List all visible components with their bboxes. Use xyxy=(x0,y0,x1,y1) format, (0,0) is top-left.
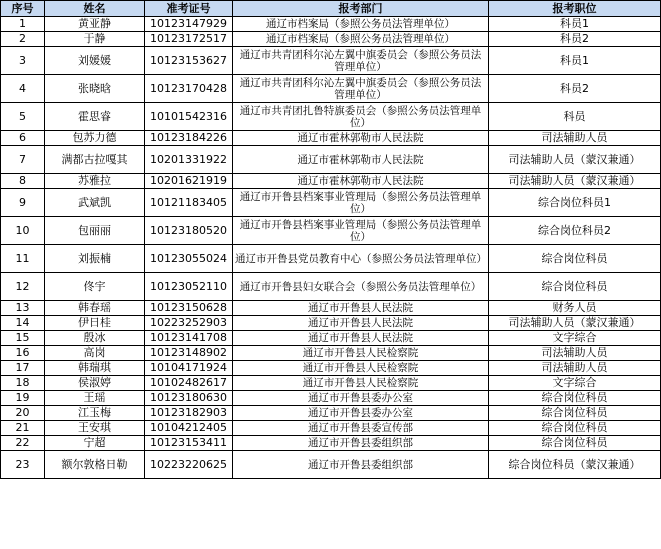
cell-department: 通辽市档案局（参照公务员法管理单位） xyxy=(233,17,489,32)
table-row xyxy=(1,421,661,436)
cell-position: 科员1 xyxy=(489,47,661,75)
table-row xyxy=(1,361,661,376)
cell-no: 21 xyxy=(1,421,45,436)
cell-exam-id: 10123150628 xyxy=(145,301,233,316)
cell-exam-id: 10123148902 xyxy=(145,346,233,361)
cell-name: 额尔敦格日勒 xyxy=(45,451,145,479)
cell-no: 7 xyxy=(1,146,45,174)
cell-no: 5 xyxy=(1,103,45,131)
cell-department: 通辽市开鲁县档案事业管理局（参照公务员法管理单位） xyxy=(233,189,489,217)
cell-no: 10 xyxy=(1,217,45,245)
cell-department: 通辽市共青团科尔沁左翼中旗委员会（参照公务员法管理单位） xyxy=(233,47,489,75)
cell-exam-id: 10123153627 xyxy=(145,47,233,75)
table-row xyxy=(1,331,661,346)
cell-name: 韩春瑶 xyxy=(45,301,145,316)
table-body xyxy=(1,17,661,479)
cell-no: 1 xyxy=(1,17,45,32)
cell-position: 综合岗位科员 xyxy=(489,391,661,406)
table-row xyxy=(1,146,661,174)
cell-department: 通辽市霍林郭勒市人民法院 xyxy=(233,174,489,189)
cell-name: 武斌凯 xyxy=(45,189,145,217)
cell-department: 通辽市开鲁县委办公室 xyxy=(233,406,489,421)
cell-no: 8 xyxy=(1,174,45,189)
cell-position: 综合岗位科员 xyxy=(489,245,661,273)
table-row xyxy=(1,245,661,273)
table-row xyxy=(1,273,661,301)
cell-name: 霍思睿 xyxy=(45,103,145,131)
table-row xyxy=(1,217,661,245)
cell-exam-id: 10123170428 xyxy=(145,75,233,103)
cell-exam-id: 10123141708 xyxy=(145,331,233,346)
cell-exam-id: 10104212405 xyxy=(145,421,233,436)
cell-no: 11 xyxy=(1,245,45,273)
cell-position: 财务人员 xyxy=(489,301,661,316)
table-row xyxy=(1,103,661,131)
cell-department: 通辽市开鲁县人民法院 xyxy=(233,301,489,316)
cell-department: 通辽市开鲁县人民法院 xyxy=(233,331,489,346)
cell-name: 王瑶 xyxy=(45,391,145,406)
cell-department: 通辽市霍林郭勒市人民法院 xyxy=(233,146,489,174)
cell-department: 通辽市开鲁县党员教育中心（参照公务员法管理单位） xyxy=(233,245,489,273)
cell-name: 王安琪 xyxy=(45,421,145,436)
cell-exam-id: 10223252903 xyxy=(145,316,233,331)
cell-position: 司法辅助人员（蒙汉兼通） xyxy=(489,316,661,331)
cell-name: 满都古拉嘎其 xyxy=(45,146,145,174)
cell-no: 19 xyxy=(1,391,45,406)
cell-department: 通辽市档案局（参照公务员法管理单位） xyxy=(233,32,489,47)
cell-exam-id: 10123052110 xyxy=(145,273,233,301)
cell-no: 15 xyxy=(1,331,45,346)
cell-name: 包苏力德 xyxy=(45,131,145,146)
cell-exam-id: 10123182903 xyxy=(145,406,233,421)
table-row xyxy=(1,47,661,75)
header-no: 序号 xyxy=(1,1,45,17)
cell-department: 通辽市共青团科尔沁左翼中旗委员会（参照公务员法管理单位） xyxy=(233,75,489,103)
header-position: 报考职位 xyxy=(489,1,661,17)
cell-position: 综合岗位科员（蒙汉兼通） xyxy=(489,451,661,479)
cell-name: 苏雅拉 xyxy=(45,174,145,189)
cell-exam-id: 10101542316 xyxy=(145,103,233,131)
cell-name: 黄亚静 xyxy=(45,17,145,32)
cell-department: 通辽市开鲁县委宣传部 xyxy=(233,421,489,436)
cell-name: 韩瑞琪 xyxy=(45,361,145,376)
cell-position: 科员1 xyxy=(489,17,661,32)
cell-department: 通辽市共青团扎鲁特旗委员会（参照公务员法管理单位） xyxy=(233,103,489,131)
cell-exam-id: 10123055024 xyxy=(145,245,233,273)
table-row xyxy=(1,32,661,47)
cell-exam-id: 10102482617 xyxy=(145,376,233,391)
cell-exam-id: 10123180630 xyxy=(145,391,233,406)
cell-exam-id: 10123184226 xyxy=(145,131,233,146)
cell-no: 2 xyxy=(1,32,45,47)
cell-no: 13 xyxy=(1,301,45,316)
cell-name: 刘媛媛 xyxy=(45,47,145,75)
cell-exam-id: 10123172517 xyxy=(145,32,233,47)
cell-no: 3 xyxy=(1,47,45,75)
cell-exam-id: 10223220625 xyxy=(145,451,233,479)
cell-no: 17 xyxy=(1,361,45,376)
cell-name: 包丽丽 xyxy=(45,217,145,245)
table-row xyxy=(1,131,661,146)
cell-no: 12 xyxy=(1,273,45,301)
table-row xyxy=(1,75,661,103)
cell-department: 通辽市开鲁县人民检察院 xyxy=(233,361,489,376)
cell-position: 综合岗位科员2 xyxy=(489,217,661,245)
cell-position: 文字综合 xyxy=(489,331,661,346)
table-row xyxy=(1,391,661,406)
cell-exam-id: 10123147929 xyxy=(145,17,233,32)
cell-no: 4 xyxy=(1,75,45,103)
cell-position: 综合岗位科员 xyxy=(489,406,661,421)
cell-name: 张晓晗 xyxy=(45,75,145,103)
cell-exam-id: 10123153411 xyxy=(145,436,233,451)
cell-position: 司法辅助人员 xyxy=(489,346,661,361)
cell-department: 通辽市开鲁县妇女联合会（参照公务员法管理单位） xyxy=(233,273,489,301)
cell-department: 通辽市开鲁县委组织部 xyxy=(233,451,489,479)
cell-no: 18 xyxy=(1,376,45,391)
cell-exam-id: 10123180520 xyxy=(145,217,233,245)
cell-department: 通辽市开鲁县人民检察院 xyxy=(233,376,489,391)
cell-no: 14 xyxy=(1,316,45,331)
cell-exam-id: 10201331922 xyxy=(145,146,233,174)
table-row xyxy=(1,301,661,316)
cell-position: 司法辅助人员 xyxy=(489,131,661,146)
cell-department: 通辽市霍林郭勒市人民法院 xyxy=(233,131,489,146)
cell-no: 9 xyxy=(1,189,45,217)
cell-exam-id: 10104171924 xyxy=(145,361,233,376)
table-row xyxy=(1,189,661,217)
header-exam-id: 准考证号 xyxy=(145,1,233,17)
table-row xyxy=(1,376,661,391)
cell-position: 司法辅助人员 xyxy=(489,361,661,376)
table-row xyxy=(1,316,661,331)
cell-no: 20 xyxy=(1,406,45,421)
cell-no: 22 xyxy=(1,436,45,451)
cell-position: 科员2 xyxy=(489,32,661,47)
cell-name: 江玉梅 xyxy=(45,406,145,421)
cell-name: 伊日桂 xyxy=(45,316,145,331)
cell-position: 司法辅助人员（蒙汉兼通） xyxy=(489,146,661,174)
cell-exam-id: 10201621919 xyxy=(145,174,233,189)
cell-department: 通辽市开鲁县人民检察院 xyxy=(233,346,489,361)
cell-position: 文字综合 xyxy=(489,376,661,391)
table-row xyxy=(1,346,661,361)
table-row xyxy=(1,406,661,421)
header-department: 报考部门 xyxy=(233,1,489,17)
cell-department: 通辽市开鲁县档案事业管理局（参照公务员法管理单位） xyxy=(233,217,489,245)
cell-name: 宁超 xyxy=(45,436,145,451)
cell-position: 综合岗位科员 xyxy=(489,436,661,451)
cell-position: 综合岗位科员 xyxy=(489,273,661,301)
cell-exam-id: 10121183405 xyxy=(145,189,233,217)
cell-department: 通辽市开鲁县委办公室 xyxy=(233,391,489,406)
cell-name: 殷冰 xyxy=(45,331,145,346)
cell-position: 综合岗位科员1 xyxy=(489,189,661,217)
cell-position: 科员 xyxy=(489,103,661,131)
cell-name: 刘振楠 xyxy=(45,245,145,273)
table-row xyxy=(1,17,661,32)
header-row xyxy=(1,1,661,17)
cell-name: 侯淑婷 xyxy=(45,376,145,391)
table-header xyxy=(1,1,661,17)
table-row xyxy=(1,436,661,451)
table-row xyxy=(1,451,661,479)
cell-name: 佟宇 xyxy=(45,273,145,301)
header-name: 姓名 xyxy=(45,1,145,17)
cell-name: 于静 xyxy=(45,32,145,47)
cell-department: 通辽市开鲁县人民法院 xyxy=(233,316,489,331)
cell-position: 科员2 xyxy=(489,75,661,103)
table-row xyxy=(1,174,661,189)
cell-no: 23 xyxy=(1,451,45,479)
cell-no: 6 xyxy=(1,131,45,146)
cell-name: 高岗 xyxy=(45,346,145,361)
cell-department: 通辽市开鲁县委组织部 xyxy=(233,436,489,451)
cell-no: 16 xyxy=(1,346,45,361)
cell-position: 综合岗位科员 xyxy=(489,421,661,436)
cell-position: 司法辅助人员（蒙汉兼通） xyxy=(489,174,661,189)
